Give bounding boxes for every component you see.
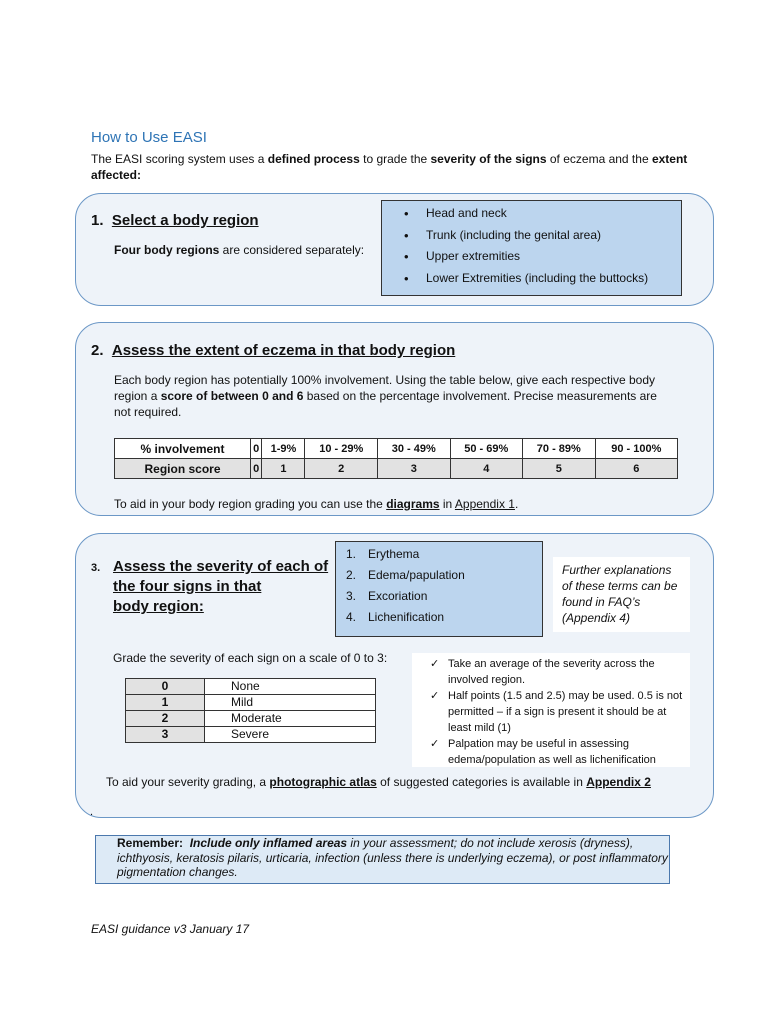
list-item: ✓ Take an average of the severity across the involved region. xyxy=(430,658,655,686)
appendix-2-link[interactable]: Appendix 2 xyxy=(586,775,651,789)
table-row xyxy=(126,679,376,695)
table-cell: 90 - 100% xyxy=(595,439,677,459)
table-cell: 3 xyxy=(377,459,450,479)
list-item: • Trunk (including the genital area) xyxy=(382,225,681,247)
list-item: • Head and neck xyxy=(382,203,681,225)
step1-title: 1. Select a body region xyxy=(91,212,259,229)
table-cell: Severe xyxy=(205,727,376,743)
list-item: 2. Edema/papulation xyxy=(346,568,465,582)
signs-box xyxy=(335,541,543,637)
intro-paragraph: The EASI scoring system uses a defined process to grade the severity of the signs of eczema and the extent affected: xyxy=(91,152,688,182)
table-cell: % involvement xyxy=(115,439,251,459)
tips-box xyxy=(412,653,690,767)
list-item: 4. Lichenification xyxy=(346,610,445,624)
step3-number: 3. xyxy=(91,562,101,574)
list-item: 3. Excoriation xyxy=(346,589,428,603)
step3-title: Assess the severity of each of the four signs in that body region: xyxy=(113,558,329,615)
appendix-1-link[interactable]: Appendix 1 xyxy=(454,497,515,511)
table-row xyxy=(126,711,376,727)
table-cell: 0 xyxy=(126,679,205,695)
note-text: Further explanations of these terms can be found in FAQ’s (Appendix 4) xyxy=(562,563,678,625)
table-cell: 50 - 69% xyxy=(450,439,523,459)
table-cell: 30 - 49% xyxy=(377,439,450,459)
step2-description: Each body region has potentially 100% involvement. Using the table below, give each respective body region a score of between 0 and 6 based on the percentage involvement. Precise measurements are not required. xyxy=(114,373,657,419)
step1-description: Four body regions are considered separately: xyxy=(114,243,365,257)
table-cell: 4 xyxy=(450,459,523,479)
table-cell: 1 xyxy=(262,459,305,479)
list-item: • Lower Extremities (including the buttocks) xyxy=(382,268,681,290)
grade-text: Grade the severity of each sign on a scale of 0 to 3: xyxy=(113,651,388,665)
severity-table xyxy=(125,678,376,743)
page-title: How to Use EASI xyxy=(91,129,207,146)
table-cell: 6 xyxy=(595,459,677,479)
table-cell: None xyxy=(205,679,376,695)
list-item: ✓ Half points (1.5 and 2.5) may be used. 0.5 is not permitted – if a sign is present it should be at least mild (1) xyxy=(430,690,683,734)
table-row xyxy=(115,439,678,459)
table-cell: 2 xyxy=(305,459,378,479)
checkmark-icon: ✓ xyxy=(430,658,440,670)
table-row xyxy=(126,727,376,743)
table-cell: 10 - 29% xyxy=(305,439,378,459)
note-box xyxy=(553,557,690,632)
table-cell: 70 - 89% xyxy=(523,439,596,459)
list-item: 1. Erythema xyxy=(346,547,420,561)
checkmark-icon: ✓ xyxy=(430,690,440,702)
list-item: • Upper extremities xyxy=(382,246,681,268)
table-cell: Mild xyxy=(205,695,376,711)
table-cell: 5 xyxy=(523,459,596,479)
list-item: ✓ Palpation may be useful in assessing edema/population as well as lichenification xyxy=(430,738,656,766)
checkmark-icon: ✓ xyxy=(430,738,440,750)
table-row xyxy=(126,695,376,711)
step2-title: 2. Assess the extent of eczema in that body region xyxy=(91,342,456,359)
table-cell: 2 xyxy=(126,711,205,727)
table-cell: 0 xyxy=(251,439,262,459)
table-cell: 1-9% xyxy=(262,439,305,459)
table-cell: 3 xyxy=(126,727,205,743)
body-regions-box xyxy=(381,200,682,296)
table-cell: 1 xyxy=(126,695,205,711)
footer-text: EASI guidance v3 January 17 xyxy=(91,922,250,936)
table-cell: Moderate xyxy=(205,711,376,727)
remember-note: Remember: Include only inflamed areas in your assessment; do not include xerosis (dryness), ichthyosis, keratosis pilaris, urticaria, infection (unless there is underlying eczema), or post inflammatory pigmentation changes. xyxy=(95,835,670,884)
involvement-table xyxy=(114,438,678,479)
step3-aid-text: To aid your severity grading, a photographic atlas of suggested categories is available in Appendix 2 xyxy=(106,775,651,789)
step2-aid-text: To aid in your body region grading you can use the diagrams in Appendix 1. xyxy=(114,497,519,511)
table-row xyxy=(115,459,678,479)
table-cell: Region score xyxy=(115,459,251,479)
table-cell: 0 xyxy=(251,459,262,479)
stray-dot: . xyxy=(90,806,94,818)
